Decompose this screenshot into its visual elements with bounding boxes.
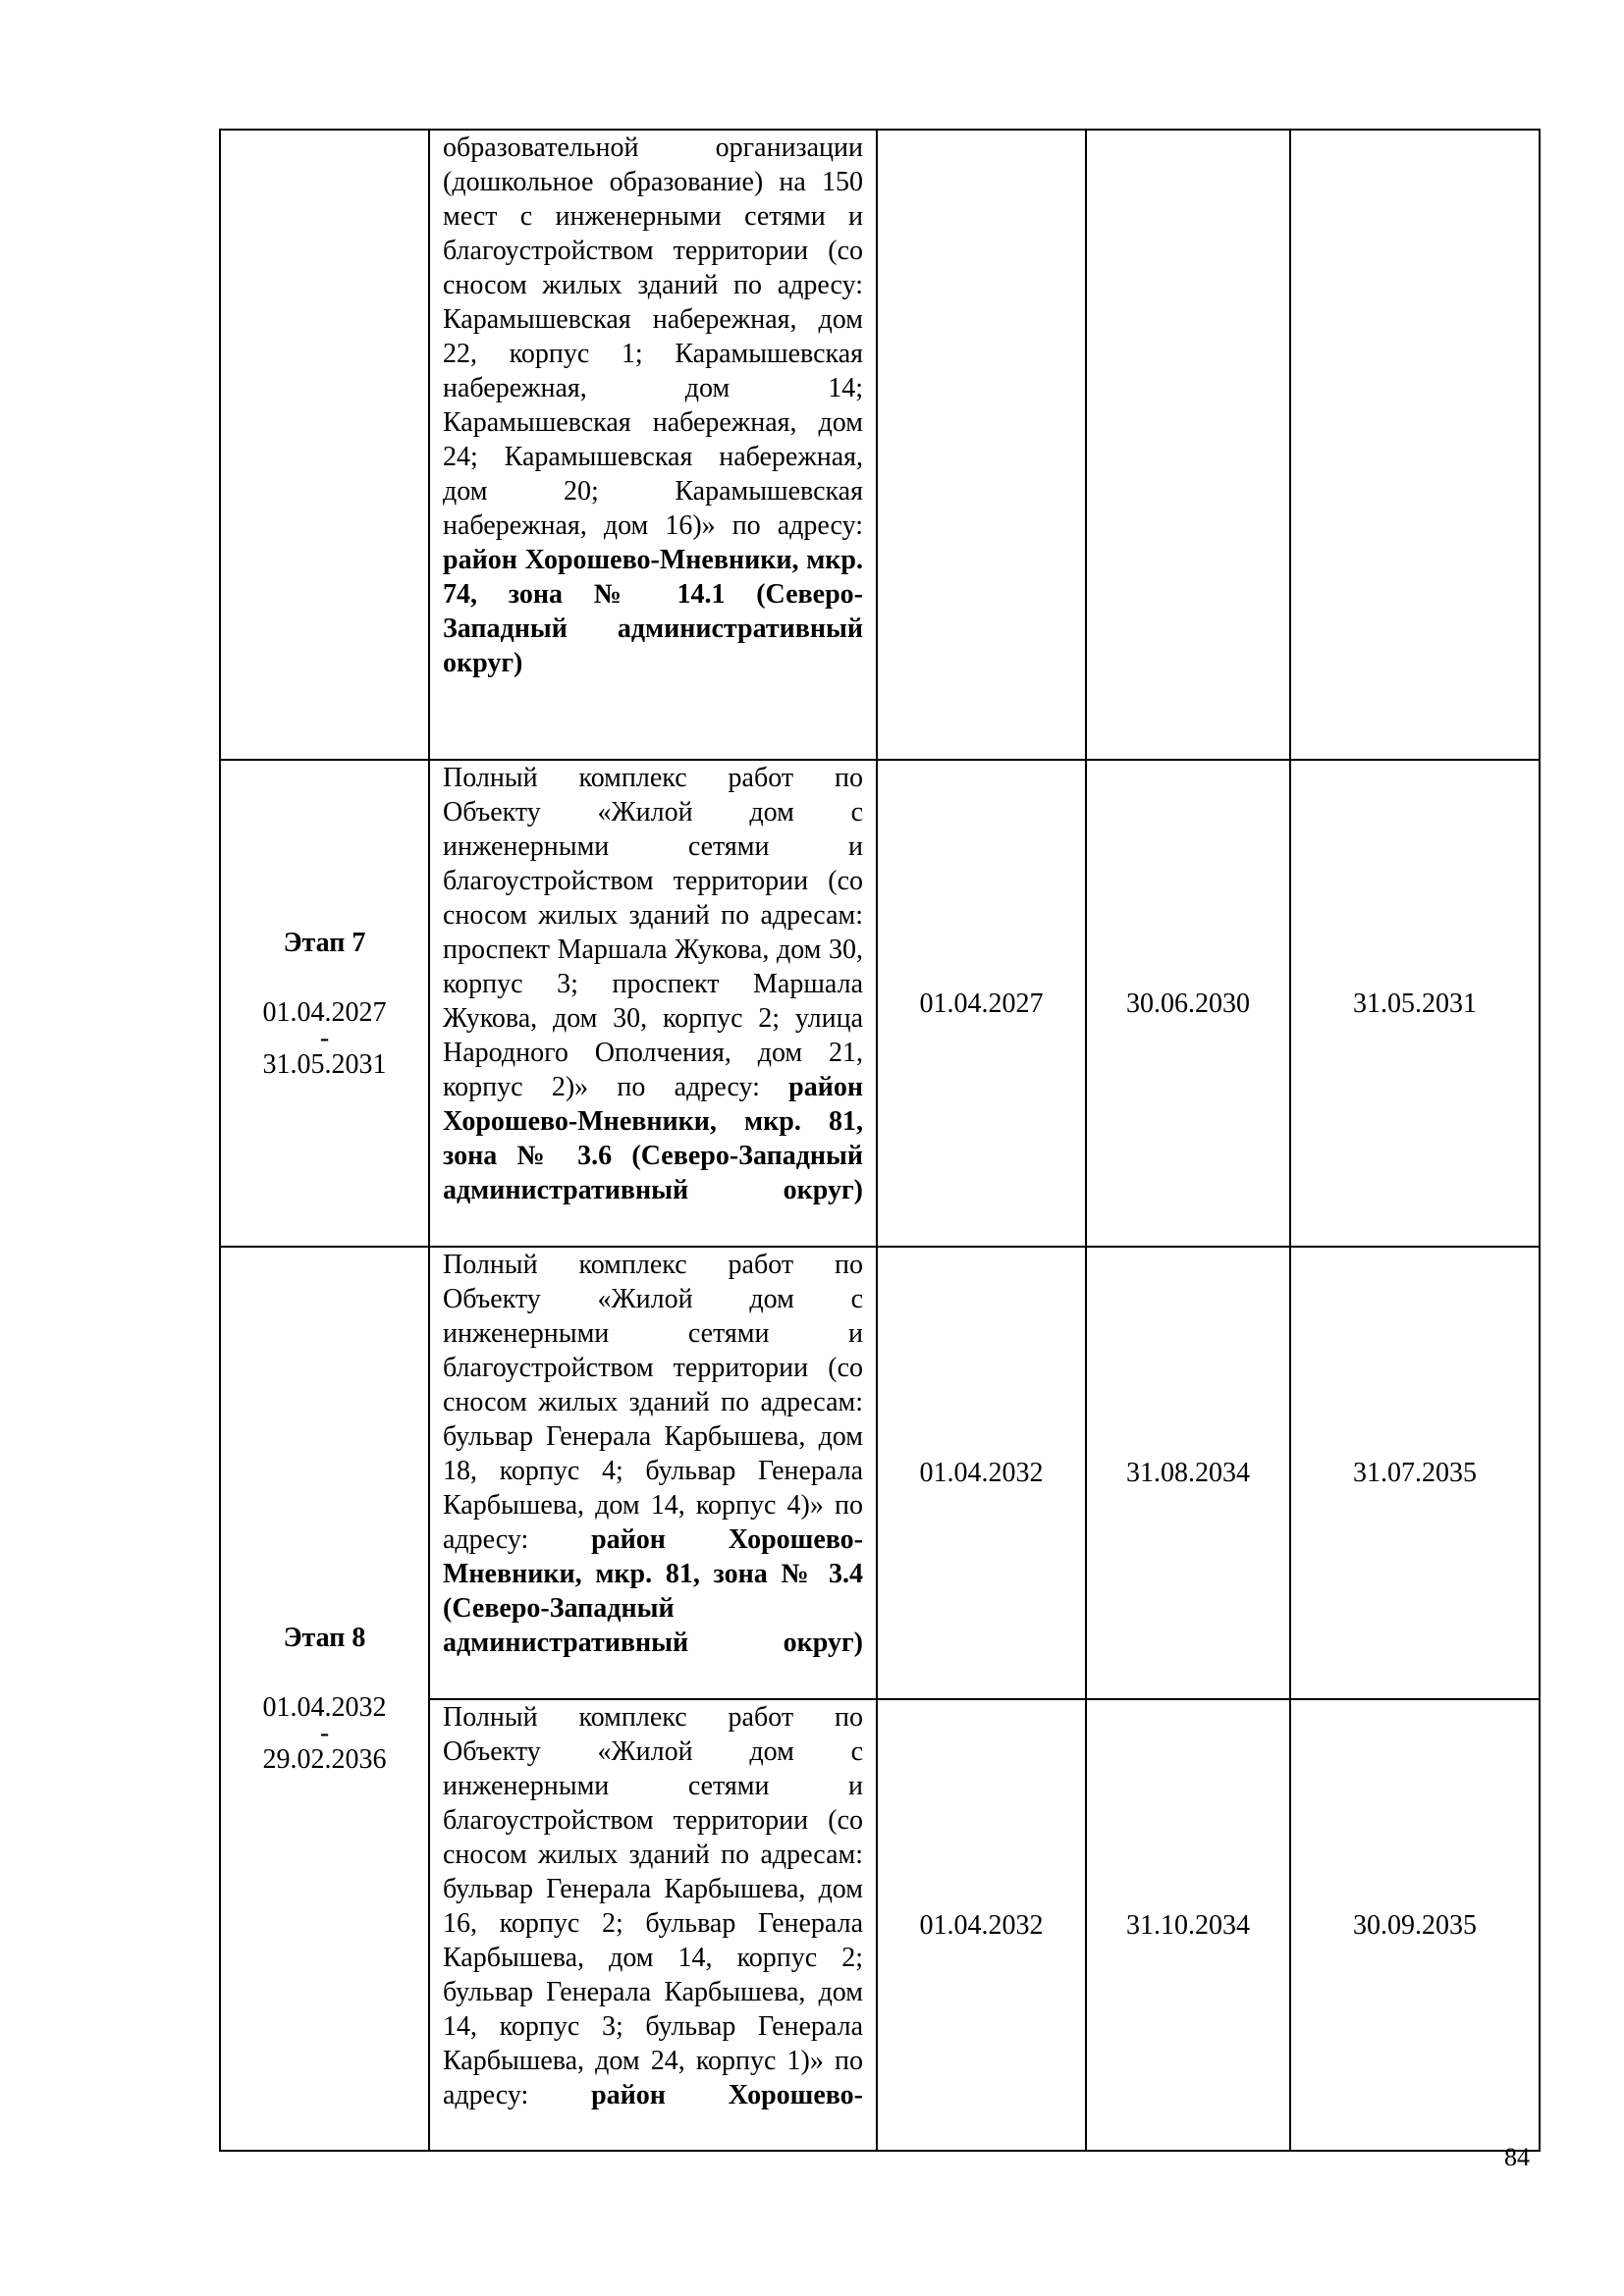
end-date-cell: 30.06.2030 — [1086, 760, 1290, 1247]
description-address: район Хорошево- — [591, 2080, 863, 2110]
description-text: Полный комплекс работ по Объекту «Жилой дом с инженерными сетями и благоустройством территории (со сносом жилых зданий по адресам: проспект Маршала Жукова, дом 30, корпус 3; проспект Маршала Жукова, дом 30, корпус 2; улица Народного Ополчения, дом 21, корпус 2)» по адресу: — [443, 763, 863, 1102]
description-text: Полный комплекс работ по Объекту «Жилой дом с инженерными сетями и благоустройством территории (со сносом жилых зданий по адресам: бульвар Генерала Карбышева, дом 18, корпус 4; бульвар Генерала Карбышева, дом 14, корпус 4)» по адресу: — [443, 1250, 863, 1555]
description-text: Полный комплекс работ по Объекту «Жилой дом с инженерными сетями и благоустройством территории (со сносом жилых зданий по адресам: бульвар Генерала Карбышева, дом 16, корпус 2; бульвар Генерала Карбышева, дом 14, корпус 2; бульвар Генерала Карбышева, дом 14, корпус 3; бульвар Генерала Карбышева, дом 24, корпус 1)» по адресу: — [443, 1702, 863, 2110]
stage-date-to: 31.05.2031 — [262, 1048, 387, 1080]
stage-dates — [221, 1690, 428, 1777]
description-address: район Хорошево-Мневники, мкр. 81, зона № 3.4 (Северо-Западный административный округ) — [443, 1524, 863, 1658]
stage-date-from: 01.04.2032 — [262, 1692, 387, 1723]
start-date-cell: 01.04.2027 — [877, 760, 1086, 1247]
description-cell — [429, 130, 877, 760]
deadline-cell — [1290, 130, 1540, 760]
stage-date-dash: - — [319, 1022, 330, 1053]
start-date-cell: 01.04.2032 — [877, 1247, 1086, 1699]
stage-cell-empty — [220, 130, 429, 760]
stage-dates — [221, 995, 428, 1082]
page-number: 84 — [1504, 2143, 1530, 2171]
description-cell — [429, 760, 877, 1247]
description-cell — [429, 1247, 877, 1699]
stage-cell — [220, 760, 429, 1247]
end-date-cell — [1086, 130, 1290, 760]
deadline-cell: 30.09.2035 — [1290, 1699, 1540, 2151]
schedule-table — [219, 129, 1541, 2152]
description-cell — [429, 1699, 877, 2151]
description-address: район Хорошево-Мневники, мкр. 74, зона № 14.1 (Северо-Западный административный округ) — [443, 545, 863, 678]
stage-cell — [220, 1247, 429, 2151]
stage-date-dash: - — [319, 1718, 330, 1748]
table-row — [220, 760, 1540, 1247]
deadline-cell: 31.05.2031 — [1290, 760, 1540, 1247]
start-date-cell — [877, 130, 1086, 760]
stage-title: Этап 7 — [283, 927, 366, 958]
description-address: район Хорошево-Мневники, мкр. 81, зона № 3.6 (Северо-Западный административный округ) — [443, 1072, 863, 1205]
table-row — [220, 130, 1540, 760]
end-date-cell: 31.10.2034 — [1086, 1699, 1290, 2151]
end-date-cell: 31.08.2034 — [1086, 1247, 1290, 1699]
start-date-cell: 01.04.2032 — [877, 1699, 1086, 2151]
stage-date-to: 29.02.2036 — [262, 1744, 387, 1775]
deadline-cell: 31.07.2035 — [1290, 1247, 1540, 1699]
description-text: образовательной организации (дошкольное образование) на 150 мест с инженерными сетями и благоустройством территории (со сносом жилых зданий по адресу: Карамышевская набережная, дом 22, корпус 1; Карамышевская набережная, дом 14; Карамышевская набережная, дом 24; Карамышевская набережная, дом 20; Карамышевская набережная, дом 16)» по адресу: — [443, 133, 863, 541]
stage-date-from: 01.04.2027 — [262, 996, 387, 1028]
table-row — [220, 1247, 1540, 1699]
stage-title: Этап 8 — [283, 1623, 366, 1653]
